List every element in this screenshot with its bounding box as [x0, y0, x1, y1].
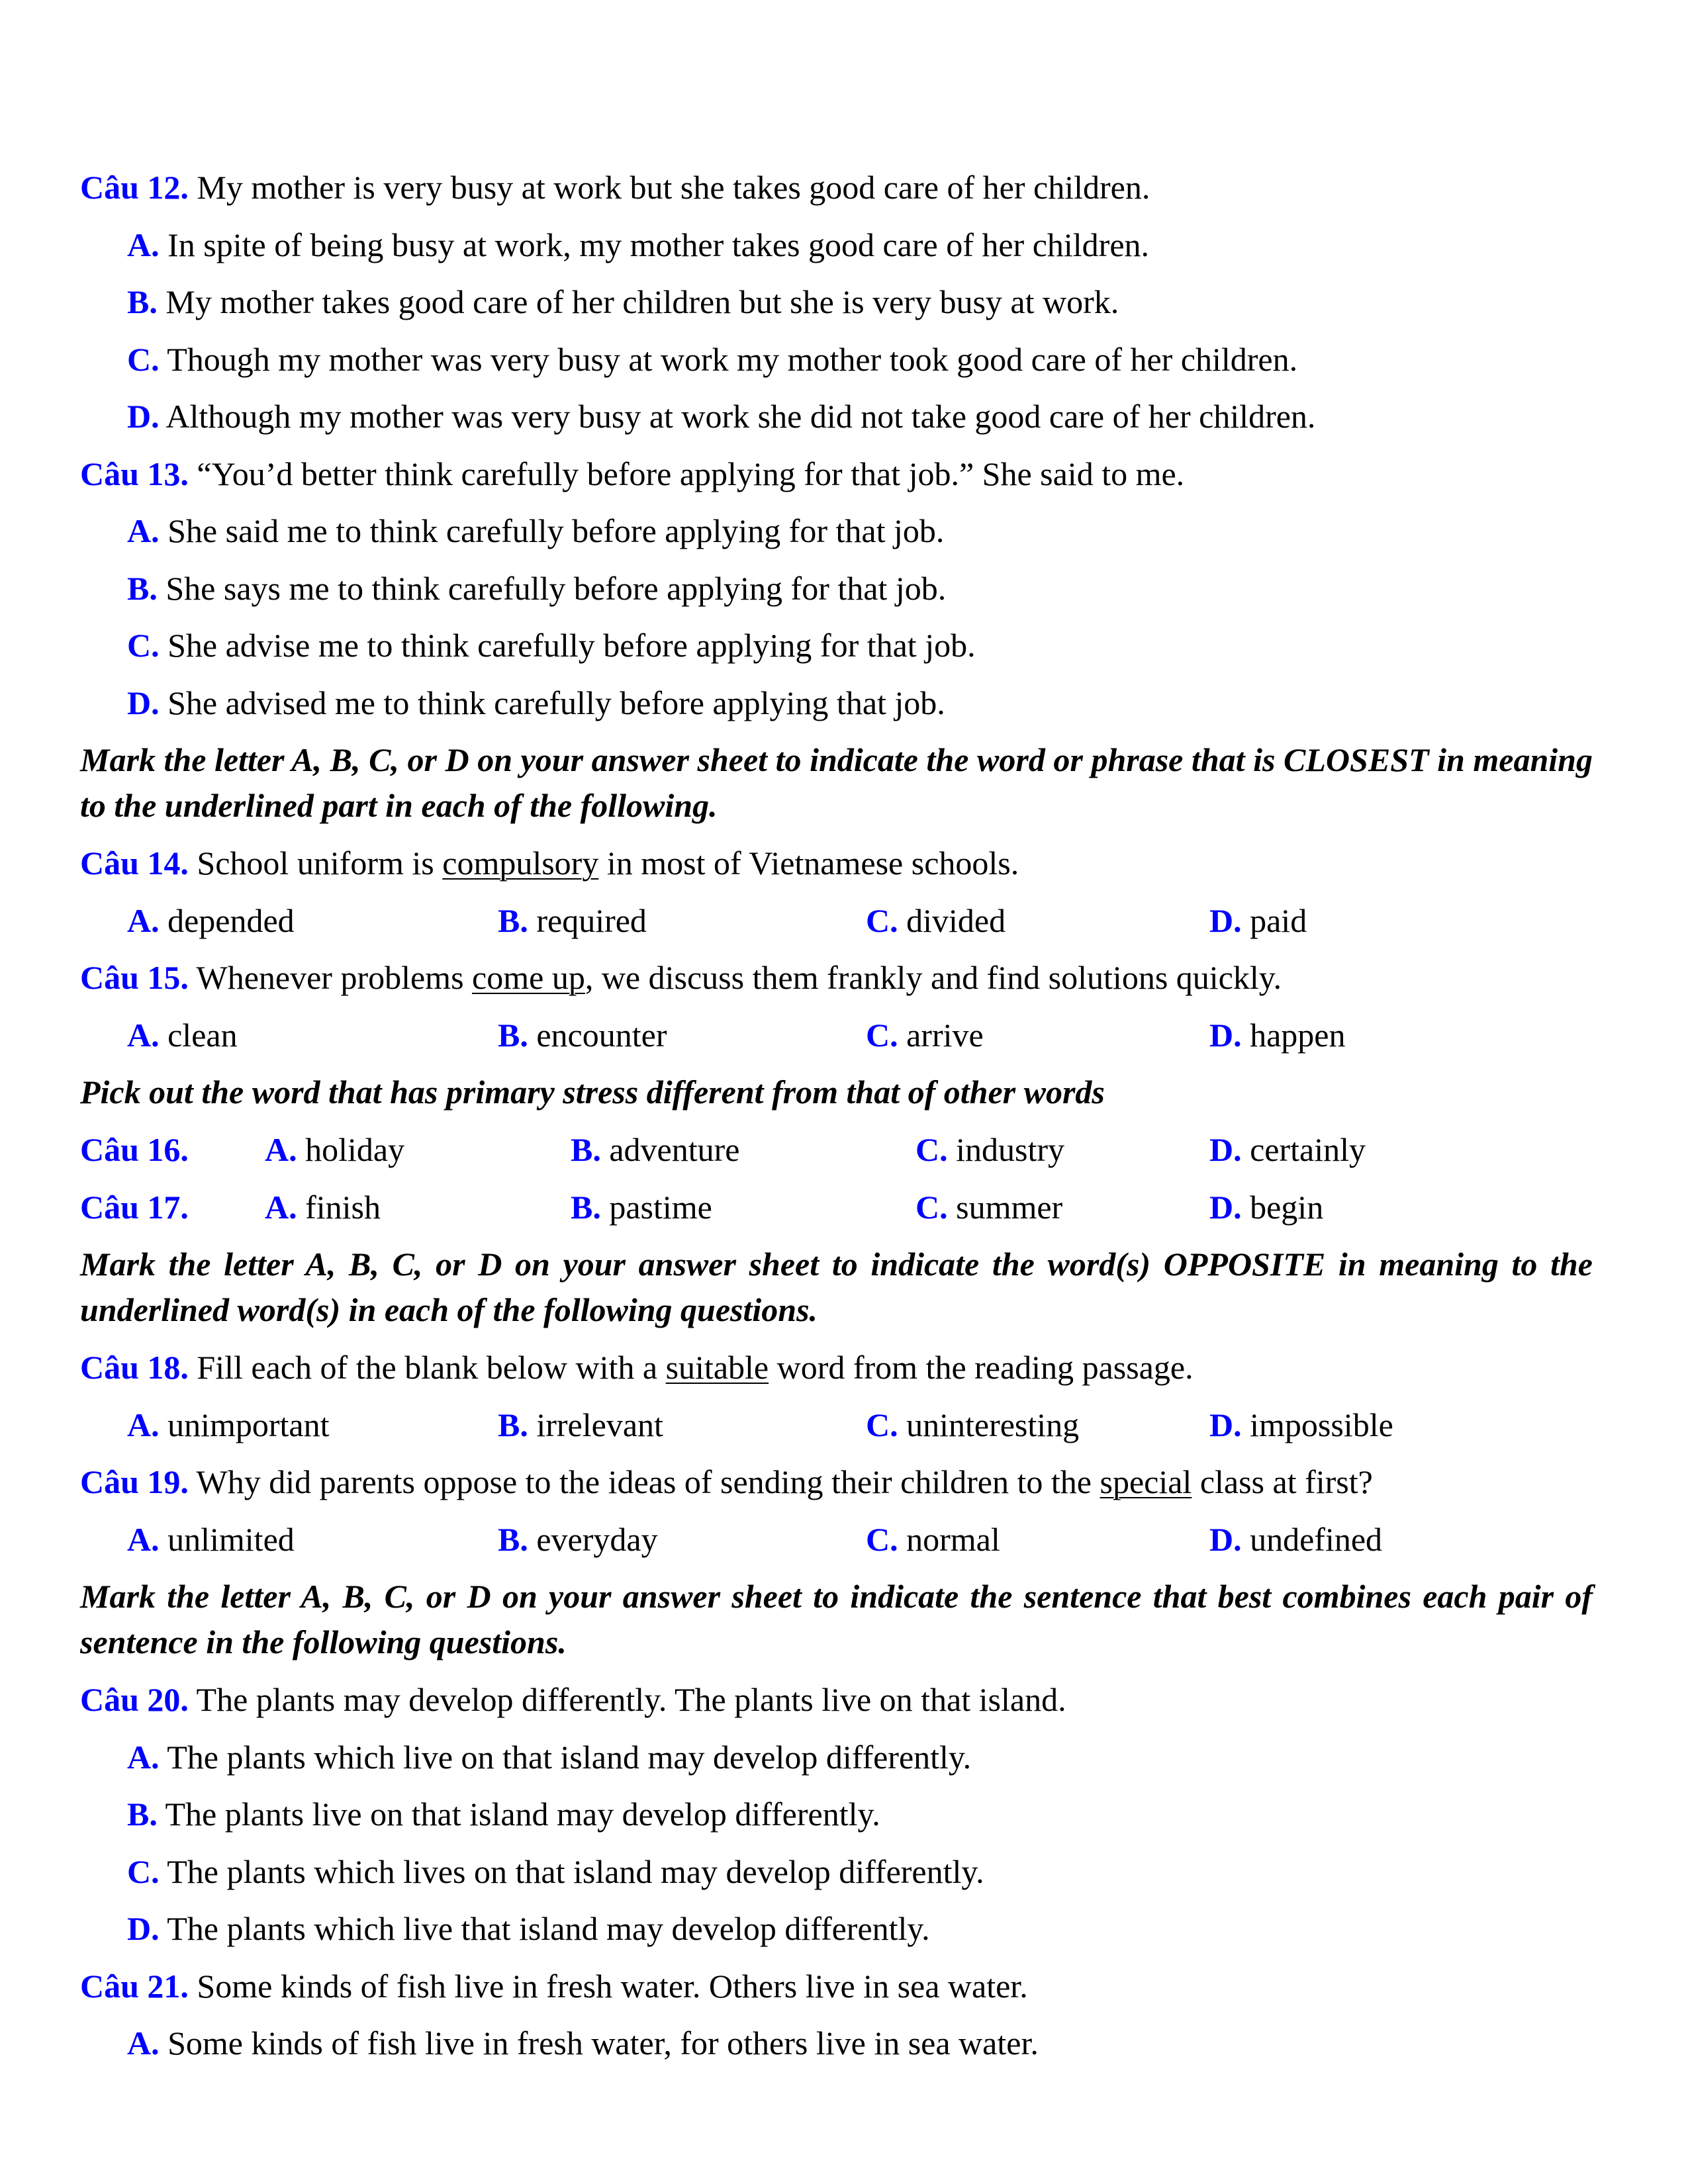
option-letter: C. — [915, 1131, 948, 1168]
option-letter: C. — [127, 627, 160, 664]
option-letter: A. — [127, 1406, 160, 1443]
stem-text: Some kinds of fish live in fresh water. Others live in sea water. — [197, 1967, 1028, 2005]
option-letter: D. — [1209, 1131, 1242, 1168]
question-stem — [80, 1671, 1593, 1729]
option-text: begin — [1250, 1188, 1324, 1226]
option-text: The plants which live on that island may develop differently. — [167, 1738, 972, 1776]
option-letter: A. — [127, 226, 160, 263]
underlined-word: come up — [472, 959, 585, 996]
answer-option — [498, 1396, 663, 1454]
option-letter: C. — [866, 1520, 898, 1558]
option-text: Although my mother was very busy at work she did not take good care of her children. — [165, 398, 1316, 435]
stem-text: Why did parents oppose to the ideas of sending their children to the — [196, 1463, 1100, 1500]
stem-text: word from the reading passage. — [769, 1349, 1194, 1386]
question-label: Câu 21. — [80, 1967, 189, 2005]
answer-option — [265, 1121, 404, 1179]
option-letter: D. — [127, 398, 160, 435]
option-text: She says me to think carefully before applying for that job. — [165, 569, 947, 607]
answer-option — [127, 398, 1315, 435]
option-line — [80, 216, 1593, 274]
option-text: uninteresting — [906, 1406, 1080, 1443]
stem-text: in most of Vietnamese schools. — [598, 844, 1019, 882]
question-stem — [80, 835, 1593, 892]
option-text: paid — [1250, 901, 1307, 939]
option-text: arrive — [906, 1016, 984, 1054]
option-letter: A. — [127, 1016, 160, 1054]
options-row — [80, 1396, 1593, 1454]
option-text: Some kinds of fish live in fresh water, for others live in sea water. — [167, 2025, 1039, 2062]
option-letter: A. — [127, 512, 160, 549]
option-letter: B. — [571, 1188, 601, 1226]
question-stem — [80, 1453, 1593, 1511]
option-letter: D. — [1209, 901, 1242, 939]
option-line — [80, 1729, 1593, 1786]
stem-text: School uniform is — [197, 844, 443, 882]
option-letter: B. — [498, 1406, 528, 1443]
question-label: Câu 19. — [80, 1463, 189, 1500]
answer-option — [915, 1179, 1062, 1236]
option-letter: C. — [127, 1852, 160, 1890]
option-letter: B. — [498, 901, 528, 939]
option-letter: B. — [571, 1131, 601, 1168]
options-row — [80, 1007, 1593, 1064]
options-row — [80, 1511, 1593, 1569]
option-text: My mother takes good care of her children but she is very busy at work. — [165, 283, 1119, 320]
answer-option — [127, 1511, 295, 1569]
option-letter: B. — [127, 569, 158, 607]
question-stem — [80, 159, 1593, 216]
answer-option — [127, 1853, 984, 1890]
option-letter: A. — [127, 2025, 160, 2062]
answer-option — [498, 892, 647, 950]
answer-option — [127, 341, 1297, 378]
option-text: adventure — [609, 1131, 740, 1168]
answer-option — [1209, 1179, 1323, 1236]
option-text: unlimited — [167, 1520, 295, 1558]
option-letter: A. — [127, 901, 160, 939]
option-line — [80, 502, 1593, 560]
option-letter: C. — [127, 340, 160, 378]
answer-option — [127, 283, 1119, 320]
option-letter: A. — [127, 1520, 160, 1558]
answer-option — [127, 1396, 330, 1454]
answer-option — [571, 1121, 739, 1179]
option-line — [80, 273, 1593, 331]
option-letter: D. — [1209, 1406, 1242, 1443]
option-letter: A. — [265, 1131, 297, 1168]
option-letter: A. — [127, 1738, 160, 1776]
answer-option — [571, 1179, 712, 1236]
section-instruction: Mark the letter A, B, C, or D on your answer sheet to indicate the word(s) OPPOSITE in meaning to the underlined word(s) in each of the following questions. — [80, 1246, 1593, 1328]
stem-text: Fill each of the blank below with a — [197, 1349, 666, 1386]
answer-option — [866, 892, 1006, 950]
answer-option — [265, 1179, 381, 1236]
question-stem — [80, 1958, 1593, 2015]
stem-text: The plants may develop differently. The plants live on that island. — [196, 1681, 1066, 1718]
answer-option — [127, 1007, 238, 1064]
option-text: divided — [906, 901, 1006, 939]
exam-page — [80, 159, 1593, 2072]
option-text: certainly — [1250, 1131, 1366, 1168]
option-text: undefined — [1250, 1520, 1383, 1558]
answer-option — [127, 1910, 930, 1947]
section-instruction: Mark the letter A, B, C, or D on your answer sheet to indicate the word or phrase that is CLOSEST in meaning to the underlined part in each of the following. — [80, 741, 1593, 824]
answer-option — [498, 1007, 667, 1064]
question-stem — [80, 949, 1593, 1007]
option-line — [80, 560, 1593, 617]
option-text: The plants which live that island may develop differently. — [167, 1910, 930, 1947]
option-letter: B. — [498, 1520, 528, 1558]
answer-option — [866, 1007, 984, 1064]
question-row — [80, 1121, 1593, 1179]
answer-option — [127, 570, 946, 607]
answer-option — [1209, 1511, 1382, 1569]
answer-option — [127, 627, 976, 664]
option-letter: B. — [127, 283, 158, 320]
option-text: depended — [167, 901, 295, 939]
answer-option — [127, 892, 295, 950]
option-text: She said me to think carefully before applying for that job. — [167, 512, 945, 549]
option-text: She advise me to think carefully before applying for that job. — [167, 627, 976, 664]
stem-text: “You’d better think carefully before applying for that job.” She said to me. — [197, 455, 1185, 492]
option-letter: D. — [1209, 1188, 1242, 1226]
answer-option — [866, 1511, 1000, 1569]
option-line — [80, 674, 1593, 732]
option-text: encounter — [536, 1016, 667, 1054]
answer-option — [127, 1796, 880, 1833]
question-row — [80, 1179, 1593, 1236]
option-letter: B. — [127, 1796, 158, 1833]
option-letter: C. — [866, 1016, 898, 1054]
question-label: Câu 14. — [80, 844, 189, 882]
option-letter: A. — [265, 1188, 297, 1226]
option-text: normal — [906, 1520, 1000, 1558]
answer-option — [866, 1396, 1079, 1454]
answer-option — [127, 226, 1149, 263]
option-letter: C. — [866, 901, 898, 939]
question-label: Câu 18. — [80, 1349, 189, 1386]
answer-option — [127, 512, 944, 549]
question-label: Câu 16. — [80, 1131, 189, 1168]
option-text: unimportant — [167, 1406, 330, 1443]
option-line — [80, 1900, 1593, 1958]
option-text: She advised me to think carefully before applying that job. — [167, 684, 945, 721]
option-text: pastime — [609, 1188, 712, 1226]
answer-option — [1209, 892, 1307, 950]
option-line — [80, 1843, 1593, 1901]
question-label: Câu 13. — [80, 455, 189, 492]
question-stem — [80, 445, 1593, 503]
option-text: happen — [1250, 1016, 1346, 1054]
option-text: irrelevant — [536, 1406, 663, 1443]
option-line — [80, 617, 1593, 674]
option-text: In spite of being busy at work, my mother takes good care of her children. — [167, 226, 1150, 263]
options-row — [80, 892, 1593, 950]
answer-option — [127, 1739, 971, 1776]
answer-option — [1209, 1121, 1366, 1179]
option-text: required — [536, 901, 647, 939]
question-stem — [80, 1339, 1593, 1396]
option-letter: D. — [127, 684, 160, 721]
stem-text: My mother is very busy at work but she takes good care of her children. — [197, 169, 1150, 206]
option-text: The plants which lives on that island may develop differently. — [167, 1852, 984, 1890]
underlined-word: special — [1100, 1463, 1192, 1500]
option-letter: C. — [915, 1188, 948, 1226]
answer-option — [127, 684, 945, 721]
question-label: Câu 12. — [80, 169, 189, 206]
option-letter: B. — [498, 1016, 528, 1054]
option-letter: D. — [1209, 1016, 1242, 1054]
answer-option — [915, 1121, 1064, 1179]
option-text: impossible — [1250, 1406, 1393, 1443]
answer-option — [498, 1511, 658, 1569]
underlined-word: compulsory — [442, 844, 599, 882]
stem-text: Whenever problems — [196, 959, 473, 996]
option-line — [80, 1786, 1593, 1843]
option-text: everyday — [536, 1520, 658, 1558]
stem-text: class at first? — [1192, 1463, 1373, 1500]
option-text: holiday — [305, 1131, 405, 1168]
option-text: industry — [956, 1131, 1065, 1168]
option-letter: C. — [866, 1406, 898, 1443]
answer-option — [1209, 1007, 1346, 1064]
option-text: clean — [167, 1016, 238, 1054]
stem-text: , we discuss them frankly and find solutions quickly. — [585, 959, 1282, 996]
option-line — [80, 331, 1593, 388]
option-text: summer — [956, 1188, 1063, 1226]
answer-option — [1209, 1396, 1393, 1454]
option-line — [80, 2015, 1593, 2072]
section-instruction: Pick out the word that has primary stress different from that of other words — [80, 1073, 1105, 1111]
question-label: Câu 15. — [80, 959, 189, 996]
answer-option — [127, 2025, 1039, 2062]
underlined-word: suitable — [665, 1349, 769, 1386]
option-text: The plants live on that island may develop differently. — [165, 1796, 880, 1833]
question-label: Câu 17. — [80, 1188, 189, 1226]
section-instruction: Mark the letter A, B, C, or D on your answer sheet to indicate the sentence that best combines each pair of sentence in the following questions. — [80, 1578, 1593, 1661]
option-text: finish — [305, 1188, 381, 1226]
option-letter: D. — [127, 1910, 160, 1947]
option-line — [80, 388, 1593, 445]
option-letter: D. — [1209, 1520, 1242, 1558]
option-text: Though my mother was very busy at work my mother took good care of her children. — [167, 340, 1298, 378]
question-label: Câu 20. — [80, 1681, 189, 1718]
